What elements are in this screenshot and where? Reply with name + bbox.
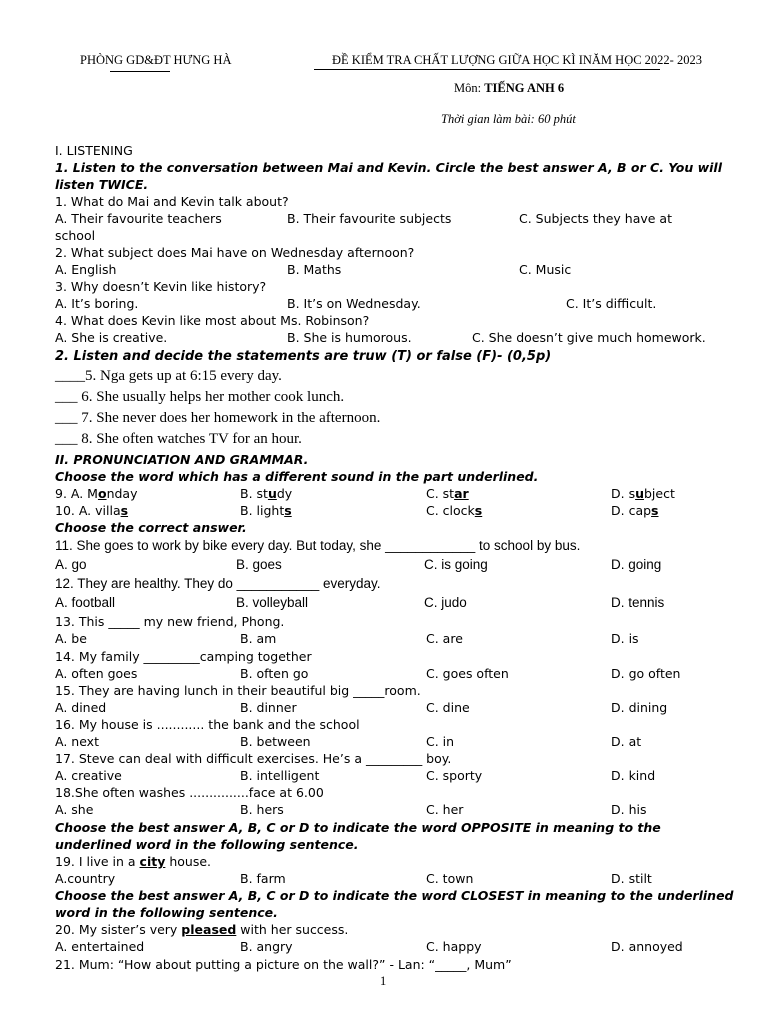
opposite-instruction-cont: underlined word in the following sentence. [55,837,359,852]
q18-option-a: A. she [55,802,94,817]
subject-name: TIẾNG ANH 6 [484,81,565,95]
opposite-instruction: Choose the best answer A, B, C or D to indicate the word OPPOSITE in meaning to the [55,820,661,835]
question-17: 17. Steve can deal with difficult exercises. He’s a _________ boy. [55,751,452,766]
q17-option-d: D. kind [611,768,656,783]
q11-option-a: A. go [55,557,87,572]
q10-option-b [240,503,292,518]
closest-instruction-cont: word in the following sentence. [55,905,278,920]
office-underline [110,71,170,72]
question-2: 2. What subject does Mai have on Wednesday afternoon? [55,245,415,260]
q10-option-c [426,503,482,518]
q10-option-d [611,503,659,518]
q9-a-underline: o [97,486,107,501]
q11-option-b: B. goes [236,557,282,572]
q12-option-a: A. football [55,595,116,610]
question-16: 16. My house is ............ the bank and the school [55,717,360,732]
q15-option-c: C. dine [426,700,470,715]
q10-b-text: B. light [240,503,285,518]
q9-option-d [611,486,675,501]
q9-a-rest: nday [106,486,138,501]
q19-underlined-word: city [139,854,166,869]
q20-option-c: C. happy [426,939,482,954]
listening-part2-instruction: 2. Listen and decide the statements are truw (T) or false (F)- (0,5p) [55,349,552,364]
q12-option-b: B. volleyball [236,595,309,610]
q18-option-b: B. hers [240,802,284,817]
section-listening-title: I. LISTENING [55,143,133,158]
title-underline [314,69,660,70]
q11-option-d: D. going [611,557,662,572]
q9-d-text: D. s [611,486,636,501]
q11-option-c: C. is going [424,557,488,572]
question-13: 13. This _____ my new friend, Phong. [55,614,285,629]
q10-b-underline: s [284,503,292,518]
question-21: 21. Mum: “How about putting a picture on the wall?” - Lan: “_____, Mum” [55,957,512,972]
subject-prefix: Môn: [454,81,485,95]
q10-option-a [55,503,128,518]
question-1: 1. What do Mai and Kevin talk about? [55,194,289,209]
q17-option-b: B. intelligent [240,768,320,783]
q2-option-a: A. English [55,262,117,277]
q4-option-a: A. She is creative. [55,330,168,345]
q10-a-text: 10. A. villa [55,503,121,518]
question-4: 4. What does Kevin like most about Ms. Robinson? [55,313,370,328]
q16-option-b: B. between [240,734,311,749]
q17-option-a: A. creative [55,768,122,783]
q15-option-a: A. dined [55,700,107,715]
q13-option-b: B. am [240,631,277,646]
q10-d-text: D. cap [611,503,652,518]
q14-option-c: C. goes often [426,666,509,681]
q1-option-c: C. Subjects they have at [519,211,672,226]
closest-instruction: Choose the best answer A, B, C or D to indicate the word CLOSEST in meaning to the underlined [55,888,734,903]
q4-option-c: C. She doesn’t give much homework. [472,330,706,345]
q9-a-text: 9. A. M [55,486,98,501]
question-15: 15. They are having lunch in their beautiful big _____room. [55,683,421,698]
q20-text-end: with her success. [236,922,349,937]
q14-option-b: B. often go [240,666,309,681]
q9-b-rest: dy [276,486,293,501]
q1-option-c-cont: school [55,228,96,243]
q19-text-end: house. [165,854,212,869]
q15-option-d: D. dining [611,700,668,715]
school-office: PHÒNG GD&ĐT HƯNG HÀ [80,53,232,67]
q3-option-b: B. It’s on Wednesday. [287,296,421,311]
q18-option-d: D. his [611,802,647,817]
q10-c-underline: s [474,503,483,518]
q20-underlined-word: pleased [181,922,237,937]
q9-b-text: B. st [240,486,268,501]
q9-d-rest: bject [644,486,675,501]
q13-option-d: D. is [611,631,639,646]
q9-b-underline: u [267,486,277,501]
q14-option-d: D. go often [611,666,681,681]
q13-option-c: C. are [426,631,463,646]
listening-part1-instruction: 1. Listen to the conversation between Mai and Kevin. Circle the best answer A, B or C. You will [55,160,722,175]
statement-7: ___ 7. She never does her homework in the afternoon. [55,410,381,426]
exam-title: ĐỀ KIỂM TRA CHẤT LƯỢNG GIỮA HỌC KÌ INĂM HỌC 2022- 2023 [332,53,702,67]
question-14: 14. My family _________camping together [55,649,312,664]
q19-option-b: B. farm [240,871,286,886]
q18-option-c: C. her [426,802,464,817]
q16-option-d: D. at [611,734,642,749]
question-11: 11. She goes to work by bike every day. But today, she ____________ to school by bus. [55,538,581,553]
subject-line [454,81,564,96]
q20-option-b: B. angry [240,939,293,954]
q12-option-d: D. tennis [611,595,665,610]
q14-option-a: A. often goes [55,666,138,681]
question-3: 3. Why doesn’t Kevin like history? [55,279,267,294]
q20-option-a: A. entertained [55,939,145,954]
q12-option-c: C. judo [424,595,467,610]
time-limit: Thời gian làm bài: 60 phút [441,112,576,126]
grammar-instruction: Choose the correct answer. [55,520,247,535]
question-12: 12. They are healthy. They do ___________ everyday. [55,576,381,591]
q3-option-a: A. It’s boring. [55,296,139,311]
listening-part1-instruction-cont: listen TWICE. [55,177,149,192]
q10-d-underline: s [651,503,659,518]
q9-c-text: C. st [426,486,455,501]
q17-option-c: C. sporty [426,768,483,783]
q20-option-d: D. annoyed [611,939,683,954]
question-19 [55,854,211,869]
pronunciation-instruction: Choose the word which has a different sound in the part underlined. [55,469,539,484]
statement-8: ___ 8. She often watches TV for an hour. [55,431,302,447]
section-pronunciation-title: II. PRONUNCIATION AND GRAMMAR. [55,452,309,467]
page-number: 1 [380,974,387,988]
q1-option-a: A. Their favourite teachers [55,211,222,226]
q19-text: 19. I live in a [55,854,140,869]
q10-c-text: C. clock [426,503,475,518]
q9-option-c [426,486,469,501]
q19-option-a: A.country [55,871,116,886]
q9-option-a [55,486,137,501]
q3-option-c: C. It’s difficult. [566,296,657,311]
q10-a-underline: s [120,503,129,518]
q9-d-underline: u [635,486,644,501]
q13-option-a: A. be [55,631,87,646]
question-20 [55,922,348,937]
q16-option-a: A. next [55,734,99,749]
q19-option-d: D. stilt [611,871,652,886]
q9-c-underline: ar [454,486,469,501]
q19-option-c: C. town [426,871,474,886]
question-18: 18.She often washes ...............face at 6.00 [55,785,324,800]
q2-option-b: B. Maths [287,262,342,277]
q16-option-c: C. in [426,734,455,749]
statement-6: ___ 6. She usually helps her mother cook lunch. [55,389,345,405]
q9-option-b [240,486,292,501]
q15-option-b: B. dinner [240,700,297,715]
q2-option-c: C. Music [519,262,572,277]
q1-option-b: B. Their favourite subjects [287,211,452,226]
q20-text: 20. My sister’s very [55,922,182,937]
q4-option-b: B. She is humorous. [287,330,412,345]
statement-5: ____5. Nga gets up at 6:15 every day. [55,368,282,384]
